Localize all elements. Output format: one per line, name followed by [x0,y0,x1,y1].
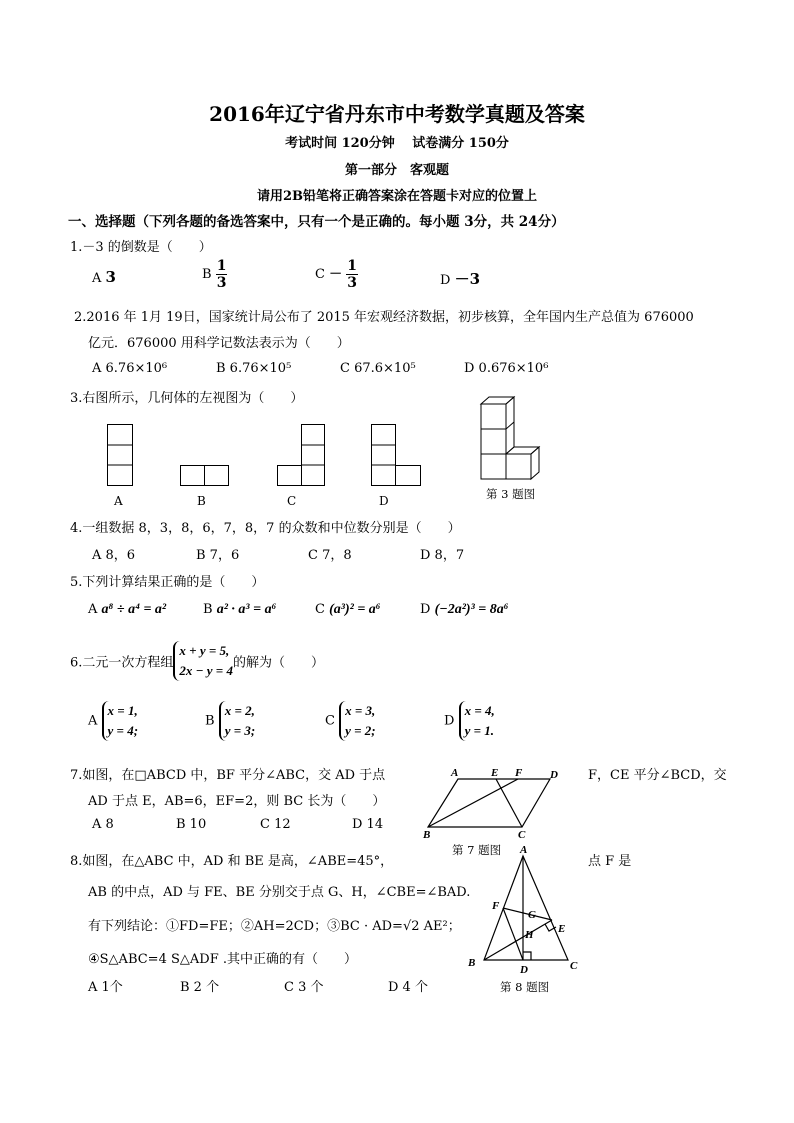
q1-d-label: D [440,273,451,288]
q1-c-sign: － [329,267,343,282]
q2-option-a: A 6.76×10⁶ [92,361,168,376]
q1-stem: 1.－3 的倒数是（ ） [70,240,212,255]
q6-stem [70,641,324,681]
q7-option-b: B 10 [176,817,207,832]
q1-a-value: 3 [105,268,116,286]
q6-option-a [88,701,138,741]
part-heading: 第一部分 客观题 [344,163,449,178]
q6-c-line1: x = 3, [345,703,376,718]
q6-system [173,641,233,681]
q6-eq1: x + y = 5, [179,643,230,658]
q6-eq2: 2x − y = 4 [179,663,233,678]
q6-b-line2: y = 3; [224,723,256,738]
q6-option-b [205,701,255,741]
q7-line2: AD 于点 E，AB=6，EF=2，则 BC 长为（ ） [88,794,386,809]
q7-point-d: D [550,769,558,781]
section-heading: 一、选择题（下列各题的备选答案中，只有一个是正确的。每小题 3分，共 24分） [68,214,565,230]
q3-caption: 第 3 题图 [486,487,536,501]
q8-point-g: G [528,909,536,921]
q6-d-line2: y = 1. [464,723,495,738]
q8-option-c: C 3 个 [284,980,324,995]
q5-b-expr: a² · a³ = a⁶ [216,602,277,617]
q4-option-c: C 7，8 [308,548,352,563]
q8-caption: 第 8 题图 [500,980,550,994]
q7-option-d: D 14 [352,817,384,832]
q3-solid-figure [478,394,544,482]
q5-d-expr: (−2a²)³ = 8a⁶ [434,602,509,617]
exam-meta: 考试时间 120分钟 试卷满分 150分 [285,136,509,151]
q5-b-label: B [203,602,213,617]
q8-point-b: B [468,957,476,969]
q8-option-b: B 2 个 [180,980,220,995]
q3-view-c [277,424,325,486]
q6-stem-post: 的解为（ ） [232,655,324,671]
q1-c-numerator: 1 [347,258,357,274]
q8-point-c: C [570,960,578,972]
q8-point-d: D [520,964,528,974]
q1-b-label: B [202,267,212,282]
q5-option-d [420,602,509,618]
q8-line2: AB 的中点，AD 与 FE、BE 分别交于点 G、H，∠CBE=∠BAD. [88,885,471,900]
q5-c-label: C [315,602,325,617]
q6-c-line2: y = 2; [345,723,376,738]
q6-a-line1: x = 1, [107,703,138,718]
q2-line1: 2.2016 年 1月 19日，国家统计局公布了 2015 年宏观经济数据，初步核算，全年国内生产总值为 676000 [74,310,694,325]
q6-b-label: B [205,713,215,729]
q3-label-a: A [114,494,123,508]
q3-label-d: D [379,494,389,508]
q3-label-c: C [287,494,297,508]
q1-b-denominator: 3 [216,275,227,291]
q7-line1a: 7.如图，在□ABCD 中，BF 平分∠ABC，交 AD 于点 [70,768,386,783]
q3-label-b: B [197,494,206,508]
q3-view-d [371,424,421,486]
q1-b-fraction [216,258,228,291]
q1-c-denominator: 3 [347,275,357,291]
q1-c-label: C [315,267,325,282]
q8-triangle-figure [462,842,592,974]
q3-view-b [180,465,229,486]
q6-option-d [444,701,495,741]
q5-a-expr: a⁸ ÷ a⁴ = a² [101,602,167,617]
q8-point-f: F [492,900,500,912]
q6-stem-pre: 6.二元一次方程组 [70,655,174,671]
q8-option-d: D 4 个 [388,980,428,995]
q4-stem: 4.一组数据 8，3，8，6，7，8，7 的众数和中位数分别是（ ） [70,521,461,536]
q3-stem: 3.右图所示，几何体的左视图为（ ） [70,391,304,406]
q6-d-system [459,701,495,741]
q1-option-a [92,268,116,286]
q7-line1b: F，CE 平分∠BCD，交 [588,768,727,783]
q1-option-c [315,258,358,291]
q8-point-h: H [525,929,534,941]
q5-c-expr: (a³)² = a⁶ [329,602,381,617]
q4-option-d: D 8，7 [420,548,465,563]
q6-a-label: A [88,713,98,729]
q1-a-label: A [92,271,102,286]
instruction: 请用2B铅笔将正确答案涂在答题卡对应的位置上 [256,189,538,204]
q6-d-line1: x = 4, [464,703,495,718]
q6-b-line1: x = 2, [224,703,255,718]
q6-d-label: D [444,713,455,729]
q1-c-fraction [346,258,358,291]
q5-option-b [203,602,276,618]
q8-line4: ④S△ABC=4 S△ADF .其中正确的有（ ） [88,952,357,967]
q7-parallelogram-figure [420,766,570,842]
q6-a-line2: y = 4; [107,723,139,738]
q1-option-b [202,258,227,291]
q7-point-e: E [491,767,499,779]
q5-a-label: A [88,602,98,617]
q2-option-c: C 67.6×10⁵ [340,361,416,376]
q7-point-f: F [515,767,523,779]
q5-option-a [88,602,166,618]
q8-point-a: A [520,844,528,856]
page-title: 2016年辽宁省丹东市中考数学真题及答案 [209,102,585,126]
q5-stem: 5.下列计算结果正确的是（ ） [70,575,265,590]
q1-option-d [440,268,480,289]
q1-d-value: －3 [454,270,481,288]
q5-d-label: D [420,602,431,617]
q8-point-e: E [558,923,566,935]
q4-option-a: A 8，6 [92,548,136,563]
q8-line1b: 点 F 是 [588,854,632,869]
q5-option-c [315,602,381,618]
q6-c-system [339,701,376,741]
q7-point-b: B [423,829,431,841]
q2-option-d: D 0.676×10⁶ [464,361,549,376]
q7-option-c: C 12 [260,817,291,832]
q3-view-a [107,424,133,486]
q8-line1a: 8.如图，在△ABC 中，AD 和 BE 是高，∠ABE=45°， [70,854,394,869]
q7-point-a: A [451,767,459,779]
q6-a-system [102,701,139,741]
q6-c-label: C [325,713,335,729]
q8-option-a: A 1个 [88,980,123,995]
q7-caption: 第 7 题图 [452,843,502,857]
q2-option-b: B 6.76×10⁵ [216,361,292,376]
q8-line3: 有下列结论：①FD=FE；②AH=2CD；③BC · AD=√2 AE²； [88,919,461,934]
q2-line2: 亿元．676000 用科学记数法表示为（ ） [88,336,350,351]
q1-b-numerator: 1 [216,258,227,274]
q7-option-a: A 8 [92,817,114,832]
q4-option-b: B 7，6 [196,548,240,563]
q6-b-system [219,701,256,741]
q7-point-c: C [518,829,526,841]
q6-option-c [325,701,376,741]
